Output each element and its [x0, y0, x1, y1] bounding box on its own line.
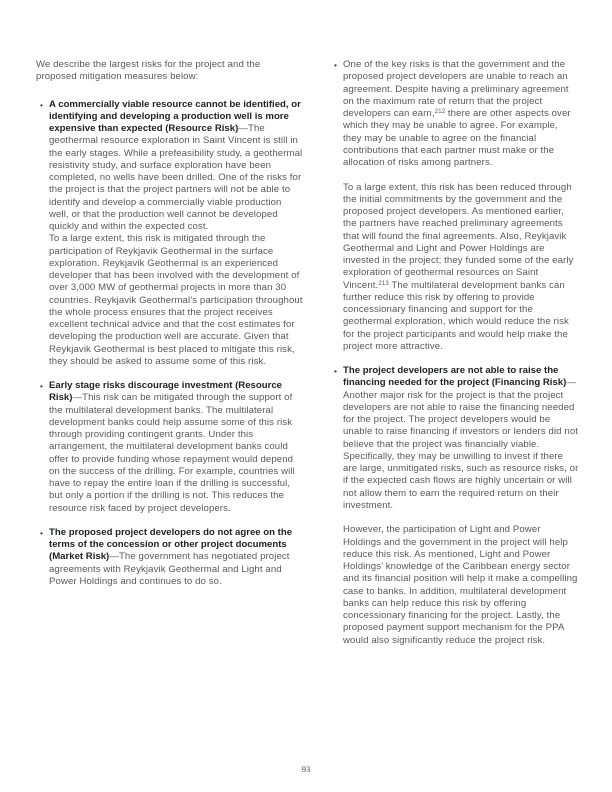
list-item-resource-risk-1 — [36, 99, 303, 369]
list-item-body — [49, 99, 303, 369]
bullet-marker: • — [40, 99, 44, 110]
risk-title: The project developers are not able to raise the financing needed for the project (Financing Risk) — [343, 365, 567, 389]
list-item-market-risk — [36, 527, 303, 588]
intro-paragraph: We describe the largest risks for the project and the proposed mitigation measures below: — [36, 59, 261, 83]
risk-text: —Another major risk for the project is that the project developers are not able to raise the financing needed for the project. The project developers would be unable to raise financing if investors or lenders did not believe that the project was financially viable. Specifically, they may be unwilling to invest if there are large, unmitigated risks, such as resource risks, or if the expected cash flows are highly uncertain or will not allow them to earn the required return on their investment. — [343, 377, 579, 511]
list-item-financing-risk — [330, 365, 579, 647]
risk-text: The multilateral development banks can further reduce this risk by offering to provide concessionary financing and support for the geothermal exploration, which would reduce the risk for the project participants and would help make the project more attractive. — [343, 279, 569, 352]
page-content — [36, 59, 579, 647]
right-column — [330, 59, 579, 647]
paragraph — [343, 59, 579, 169]
bullet-marker: • — [40, 381, 44, 391]
bullet-marker: • — [334, 60, 338, 70]
bullet-marker: • — [334, 366, 338, 376]
paragraph: However, the participation of Light and Power Holdings and the government in the project will help reduce this risk. As mentioned, Light and Power Holdings’ knowledge of the Caribbean energy sector and its financial position will help it make a compelling case to banks. In addition, multilateral development banks can help reduce this risk by offering concessionary financing for the project. Lastly, the proposed payment support mechanism for the PPA would also significantly reduce the project risk. — [343, 524, 578, 646]
risk-text: To a large extent, this risk has been reduced through the initial commitments by the government and the proposed project developers. As mentioned earlier, the partners have reached preliminary agreements that will found the final agreements. Also, Reykjavik Geothermal and Light and Power Holdings are invested in the project; they funded some of the early exploration of geothermal resources on Saint Vincent. — [343, 181, 574, 291]
risk-title: Early stage risks discourage investment (Resource Risk) — [49, 380, 283, 404]
risk-text: —The geothermal resource exploration in Saint Vincent is still in the early stages. While a prefeasibility study, a geothermal resistivity study, and surface exploration have been completed, no wells have been drilled. One of the risks for the project is that the project partners will not be able to identify and develop a commercially viable production well, or that the production well cannot be developed quickly and within the expected cost. — [49, 123, 303, 232]
list-item-body — [343, 59, 579, 353]
paragraph — [49, 99, 303, 234]
paragraph — [343, 365, 579, 512]
paragraph — [343, 182, 579, 354]
page-number: 93 — [301, 764, 311, 774]
list-item-agreement-risk — [330, 59, 579, 353]
paragraph — [49, 380, 303, 515]
left-column — [36, 59, 303, 647]
footnote-reference: 212 — [434, 108, 446, 115]
paragraph — [49, 527, 303, 588]
list-item-body — [49, 380, 303, 515]
risk-title: The proposed project developers do not agree on the terms of the concession or other project documents (Market Risk) — [49, 526, 293, 563]
list-item-body — [49, 527, 303, 588]
risk-title: A commercially viable resource cannot be identified, or identifying and developing a production well is more expensive than expected (Resource Risk) — [49, 98, 301, 134]
risk-text: One of the key risks is that the government and the proposed project developers are unable to reach an agreement. Despite having a preliminary agreement on the maximum rate of return that the project developers can earn, — [343, 59, 569, 119]
footnote-reference: 213 — [378, 279, 389, 287]
risk-text: —This risk can be mitigated through the support of the multilateral development banks. The multilateral development banks could help assume some of this risk through providing contingent grants. Under this arrangement, the multilateral development banks could offer to provide funding whose repayment would depend on the success of the drilling. For example, countries will have to repay the entire loan if the drilling is successful, but only a portion if the drilling is not. This reduces the resource risk faced by project developers. — [49, 392, 295, 514]
paragraph: To a large extent, this risk is mitigated through the participation of Reykjavik Geothermal in the surface exploration. Reykjavik Geothermal is an experienced developer that has been involved with the development of over 3,000 MW of geothermal projects in more than 30 countries. Reykjavik Geothermal’s participation throughout the whole process ensures that the project receives excellent technical advice and that the cost estimates for developing the production well are accurate. Given that Reykjavik Geothermal is best placed to mitigate this risk, they should be asked to assume some of this risk. — [49, 233, 303, 367]
list-item-resource-risk-2 — [36, 380, 303, 515]
risk-text: there are other aspects over which they may be unable to agree. For example, they may be unable to agree on the financial contributions that each partner must make or the allocation of risks among partners. — [343, 108, 571, 168]
list-item-body — [343, 365, 579, 647]
risk-text: —The government has negotiated project agreements with Reykjavik Geothermal and Light and Power Holdings and continues to do so. — [49, 551, 290, 587]
bullet-marker: • — [40, 527, 44, 538]
